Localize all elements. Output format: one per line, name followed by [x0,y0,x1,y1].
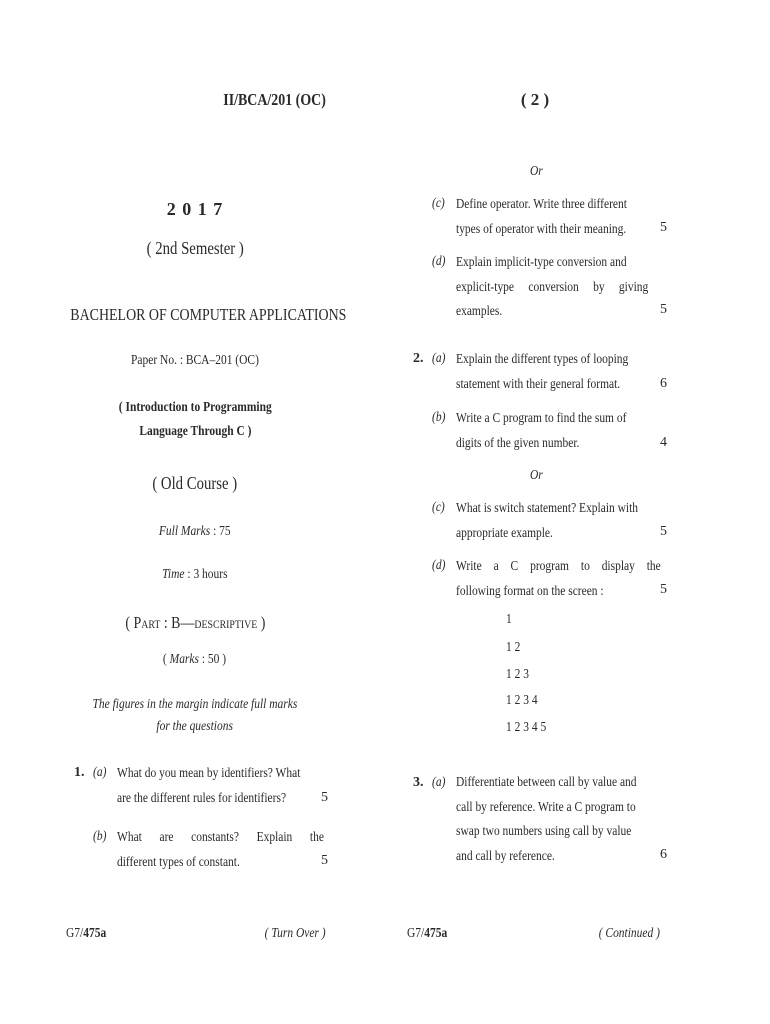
question-2b-text: Write a C program to find the sum of digits of the given number. [456,411,627,451]
part-title: ( Part : B—descriptive ) [124,613,266,632]
question-1d-text: Explain implicit-type conversion and explicit-type conversion by giving examples. [456,255,649,319]
semester: ( 2nd Semester ) [146,238,244,258]
continued: ( Continued ) [599,926,661,941]
turn-over: ( Turn Over ) [264,926,326,941]
right-page [385,0,770,1024]
question-1a-label: (a) [93,765,107,780]
question-1c-text: Define operator. Write three different types of operator with their meaning. [456,197,627,237]
question-2a-marks: 6 [660,376,667,391]
instruction-line-1: The figures in the margin indicate full marks [92,697,298,712]
question-3a-label: (a) [432,775,446,790]
question-1b-marks: 5 [321,853,328,868]
question-1-number: 1. [74,765,85,780]
question-2c-marks: 5 [660,524,667,539]
question-1d-label: (d) [432,254,446,269]
question-2b-marks: 4 [660,435,667,450]
question-2c-label: (c) [432,500,445,515]
question-2a-label: (a) [432,351,446,366]
question-2d-label: (d) [432,558,446,573]
footer-code: G7/475a [66,926,107,941]
pattern-row: 1 [506,612,512,627]
question-3a-marks: 6 [660,847,667,862]
section-marks: ( Marks : 50 ) [163,652,227,667]
or-divider-1: Or [530,164,543,179]
question-1c-label: (c) [432,196,445,211]
pattern-row: 1 2 3 4 [506,693,538,708]
page-number-header: ( 2 ) [520,90,550,109]
question-2b-label: (b) [432,410,446,425]
question-1a-text: What do you mean by identifiers? What are the different rules for identifiers? [117,766,301,806]
question-2-number: 2. [413,351,424,366]
question-2a-text: Explain the different types of looping statement with their general format. [456,352,629,392]
paper-number: Paper No. : BCA–201 (OC) [131,353,259,368]
question-1b-text: What are constants? Explain the different types of constant. [117,830,324,870]
full-marks: Full Marks : 75 [159,524,231,539]
pattern-row: 1 2 3 4 5 [506,720,547,735]
question-2d-marks: 5 [660,582,667,597]
question-3-number: 3. [413,775,424,790]
question-1b-label: (b) [93,829,107,844]
exam-year: 2 0 1 7 [166,199,224,219]
question-1c-marks: 5 [660,220,667,235]
instruction-line-2: for the questions [156,719,234,734]
question-1a-marks: 5 [321,790,328,805]
question-2c-text: What is switch statement? Explain with appropriate example. [456,501,639,541]
time-allowed: Time : 3 hours [162,567,228,582]
question-3a-text: Differentiate between call by value and call by reference. Write a C program to swap two numbers using call by value and call by reference. [456,775,637,864]
course-type: ( Old Course ) [152,473,238,493]
subject-line-1: ( Introduction to Programming [118,400,272,415]
question-2d-text: Write a C program to display the following format on the screen : [456,559,661,599]
degree-title: BACHELOR OF COMPUTER APPLICATIONS [70,305,347,324]
or-divider-2: Or [530,468,543,483]
paper-code-header: II/BCA/201 (OC) [223,90,327,109]
pattern-row: 1 2 [506,640,521,655]
footer-code: G7/475a [407,926,448,941]
subject-line-2: Language Through C ) [138,424,252,439]
question-1d-marks: 5 [660,302,667,317]
pattern-row: 1 2 3 [506,667,529,682]
